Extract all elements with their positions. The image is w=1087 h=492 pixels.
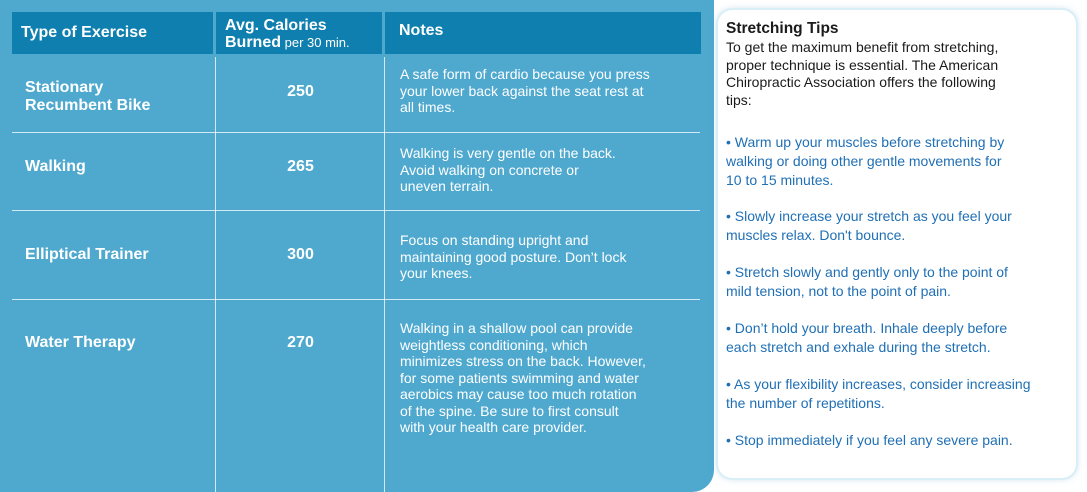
column-divider — [215, 57, 216, 492]
tip-item: • As your flexibility increases, consider increasing the number of repetitions. — [726, 376, 1031, 411]
row-divider — [12, 132, 700, 133]
header-notes — [385, 12, 701, 54]
table-row-calories: 270 — [287, 334, 314, 351]
tip-item: • Stop immediately if you feel any severe pain. — [726, 432, 1013, 448]
table-row-type: Water Therapy — [25, 334, 136, 351]
column-divider — [384, 57, 385, 492]
table-row-calories: 265 — [287, 158, 314, 175]
header-notes-label: Notes — [399, 22, 444, 39]
stretching-tips-panel — [718, 10, 1076, 478]
header-calories-suffix: per 30 min. — [281, 35, 350, 50]
tips-title: Stretching Tips — [726, 20, 839, 37]
table-row-notes: Focus on standing upright and maintaining good posture. Don’t lock your knees. — [400, 232, 627, 281]
table-row-calories: 300 — [287, 246, 314, 263]
table-row-type: Walking — [25, 158, 86, 175]
tip-item: • Don’t hold your breath. Inhale deeply before each stretch and exhale during the stretch. — [726, 320, 1008, 355]
header-type-of-exercise — [12, 12, 213, 54]
header-calories-line1: Avg. Calories — [225, 17, 327, 34]
table-row-notes: Walking in a shallow pool can provide weightless conditioning, which minimizes stress on the back. However, for some patients swimming and water aerobics may cause too much rotation of the spine. Be sure to first consult with your health care provider. — [400, 320, 646, 435]
table-row-type: Stationary Recumbent Bike — [25, 79, 151, 114]
table-row-notes: A safe form of cardio because you press your lower back against the seat rest at all times. — [400, 66, 650, 115]
tips-intro: To get the maximum benefit from stretching, proper technique is essential. The American Chiropractic Association offers the following tips: — [726, 39, 999, 108]
row-divider — [12, 299, 700, 300]
header-avg-calories — [216, 12, 382, 54]
table-row-calories: 250 — [287, 83, 314, 100]
header-calories-line2: Burned — [225, 34, 281, 51]
table-row-notes: Walking is very gentle on the back. Avoid walking on concrete or uneven terrain. — [400, 145, 616, 194]
tip-item: • Slowly increase your stretch as you feel your muscles relax. Don't bounce. — [726, 208, 1012, 243]
tip-item: • Stretch slowly and gently only to the point of mild tension, not to the point of pain. — [726, 264, 1008, 299]
tip-item: • Warm up your muscles before stretching by walking or doing other gentle movements for 10 to 15 minutes. — [726, 134, 1005, 188]
header-type-label: Type of Exercise — [21, 24, 147, 41]
table-row-type: Elliptical Trainer — [25, 246, 149, 263]
row-divider — [12, 210, 700, 211]
